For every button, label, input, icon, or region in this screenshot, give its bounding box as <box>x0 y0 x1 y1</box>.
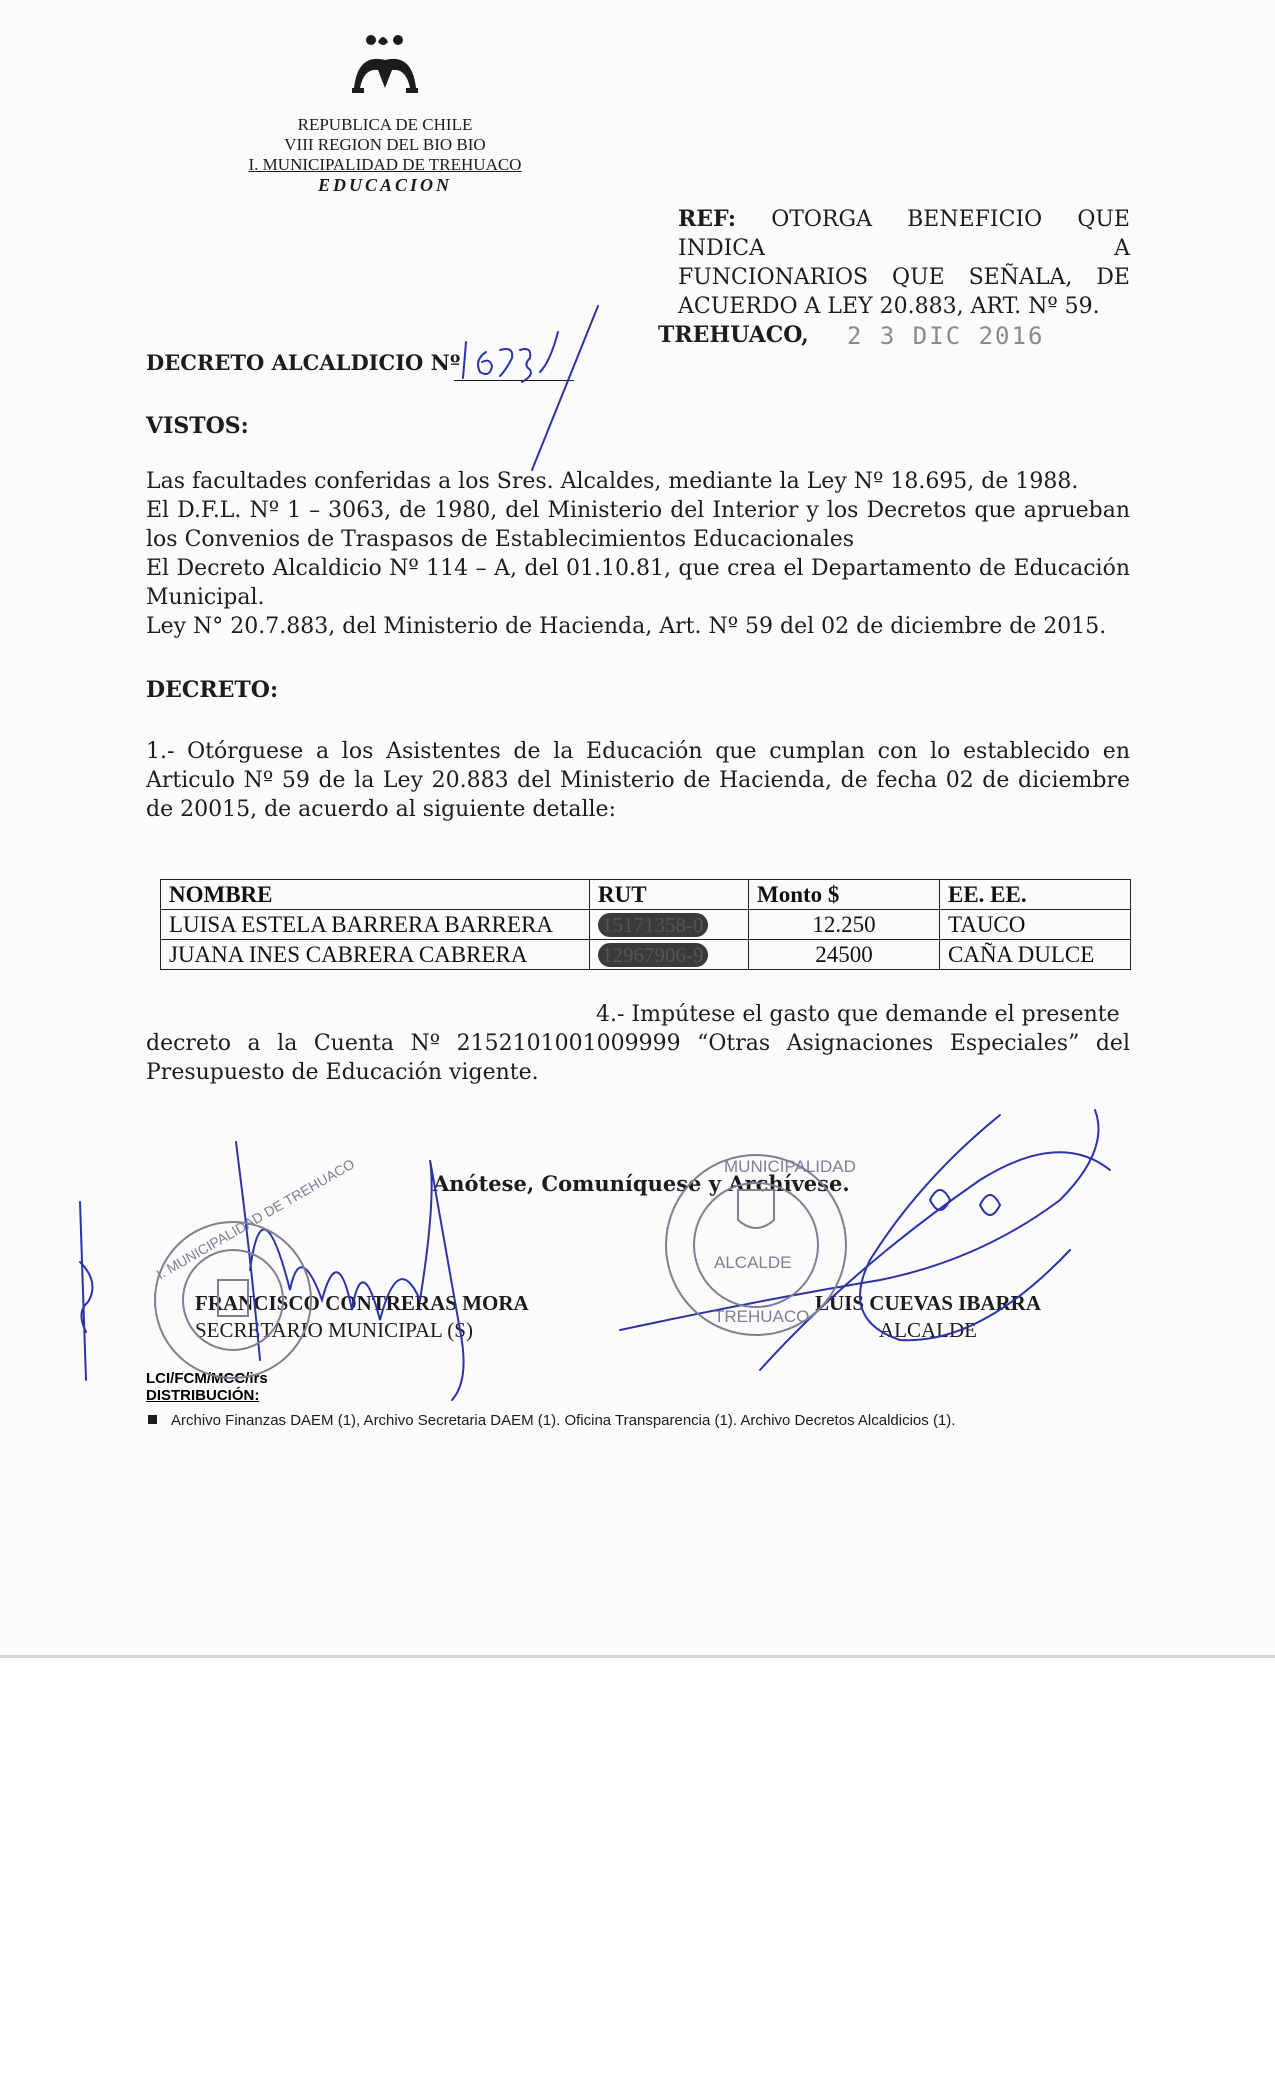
mayor-stamp-top-text: MUNICIPALIDAD <box>724 1157 856 1176</box>
distribution-label: DISTRIBUCIÓN: <box>146 1387 260 1404</box>
handwritten-decree-number <box>463 306 598 470</box>
decree-number-label: DECRETO ALCALDICIO Nº <box>146 350 461 375</box>
initials-text: LCI/FCM/MCC/irs <box>146 1370 268 1387</box>
article-4-rest: decreto a la Cuenta Nº 2152101001009999 “Otras Asignaciones Especiales” del Presupuesto de Educación vigente. <box>146 1031 1130 1085</box>
decreto-heading: DECRETO: <box>146 677 279 703</box>
article-1: 1.- Otórguese a los Asistentes de la Educación que cumplan con lo establecido en Articulo Nº 59 de la Ley 20.883 del Ministerio de Hacienda, de fecha 02 de diciembre de 20015, de acuerdo al siguiente detalle: <box>146 739 1130 822</box>
article-4-first-line: 4.- Impútese el gasto que demande el presente <box>596 1002 1120 1027</box>
closing-formula: Anótese, Comuníquese y Archívese. <box>433 1171 850 1196</box>
vistos-item: Las facultades conferidas a los Sres. Alcaldes, mediante la Ley Nº 18.695, de 1988. <box>146 469 1079 494</box>
mayor-name: LUIS CUEVAS IBARRA <box>815 1291 1042 1315</box>
redacted-rut: 12967906-9 <box>598 943 708 967</box>
secretary-title: SECRETARIO MUNICIPAL (S) <box>195 1318 473 1342</box>
secretary-stamp-text: I. MUNICIPALIDAD DE TREHUACO <box>153 1155 358 1283</box>
place-label: TREHUACO, <box>658 322 809 348</box>
vistos-item: El Decreto Alcaldicio Nº 114 – A, del 01.10.81, que crea el Departamento de Educación Municipal. <box>146 556 1130 610</box>
col-header-rut: RUT <box>590 880 749 910</box>
date-stamp: 2 3 DIC 2016 <box>847 322 1045 350</box>
mayor-stamp-bottom-text: TREHUACO <box>714 1307 810 1326</box>
cell-ee: CAÑA DULCE <box>940 940 1131 970</box>
letterhead-municipality: I. MUNICIPALIDAD DE TREHUACO <box>248 155 522 174</box>
col-header-nombre: NOMBRE <box>161 880 590 910</box>
cell-monto: 24500 <box>749 940 940 970</box>
col-header-ee: EE. EE. <box>940 880 1131 910</box>
cell-nombre: LUISA ESTELA BARRERA BARRERA <box>161 910 590 940</box>
vistos-item: Ley N° 20.7.883, del Ministerio de Hacienda, Art. Nº 59 del 02 de diciembre de 2015. <box>146 614 1107 639</box>
cell-ee: TAUCO <box>940 910 1131 940</box>
letterhead-department: EDUCACION <box>317 175 453 195</box>
secretary-signature <box>80 1142 464 1400</box>
ref-line-3: ACUERDO A LEY 20.883, ART. Nº 59. <box>678 294 1100 319</box>
distribution-text: Archivo Finanzas DAEM (1), Archivo Secretaria DAEM (1). Oficina Transparencia (1). Archivo Decretos Alcaldicios (1). <box>171 1412 956 1429</box>
redacted-rut: 15171358-0 <box>598 913 708 937</box>
ref-line-2: FUNCIONARIOS QUE SEÑALA, DE <box>678 265 1130 290</box>
mayor-title: ALCALDE <box>879 1318 977 1342</box>
cell-nombre: JUANA INES CABRERA CABRERA <box>161 940 590 970</box>
cell-monto: 12.250 <box>749 910 940 940</box>
letterhead-country: REPUBLICA DE CHILE <box>297 115 473 134</box>
mayor-stamp-center-text: ALCALDE <box>714 1253 792 1272</box>
secretary-name: FRANCISCO CONTRERAS MORA <box>195 1291 529 1315</box>
col-header-monto: Monto $ <box>749 880 940 910</box>
ref-line-1: OTORGA BENEFICIO QUE INDICA A <box>678 207 1130 261</box>
vistos-item: El D.F.L. Nº 1 – 3063, de 1980, del Ministerio del Interior y los Decretos que aprueban los Convenios de Traspasos de Establecimientos Educacionales <box>146 498 1130 552</box>
ref-label: REF: <box>678 206 737 232</box>
secretary-stamp-icon <box>155 1222 311 1378</box>
vistos-heading: VISTOS: <box>146 413 249 439</box>
letterhead-region: VIII REGION DEL BIO BIO <box>284 135 486 154</box>
